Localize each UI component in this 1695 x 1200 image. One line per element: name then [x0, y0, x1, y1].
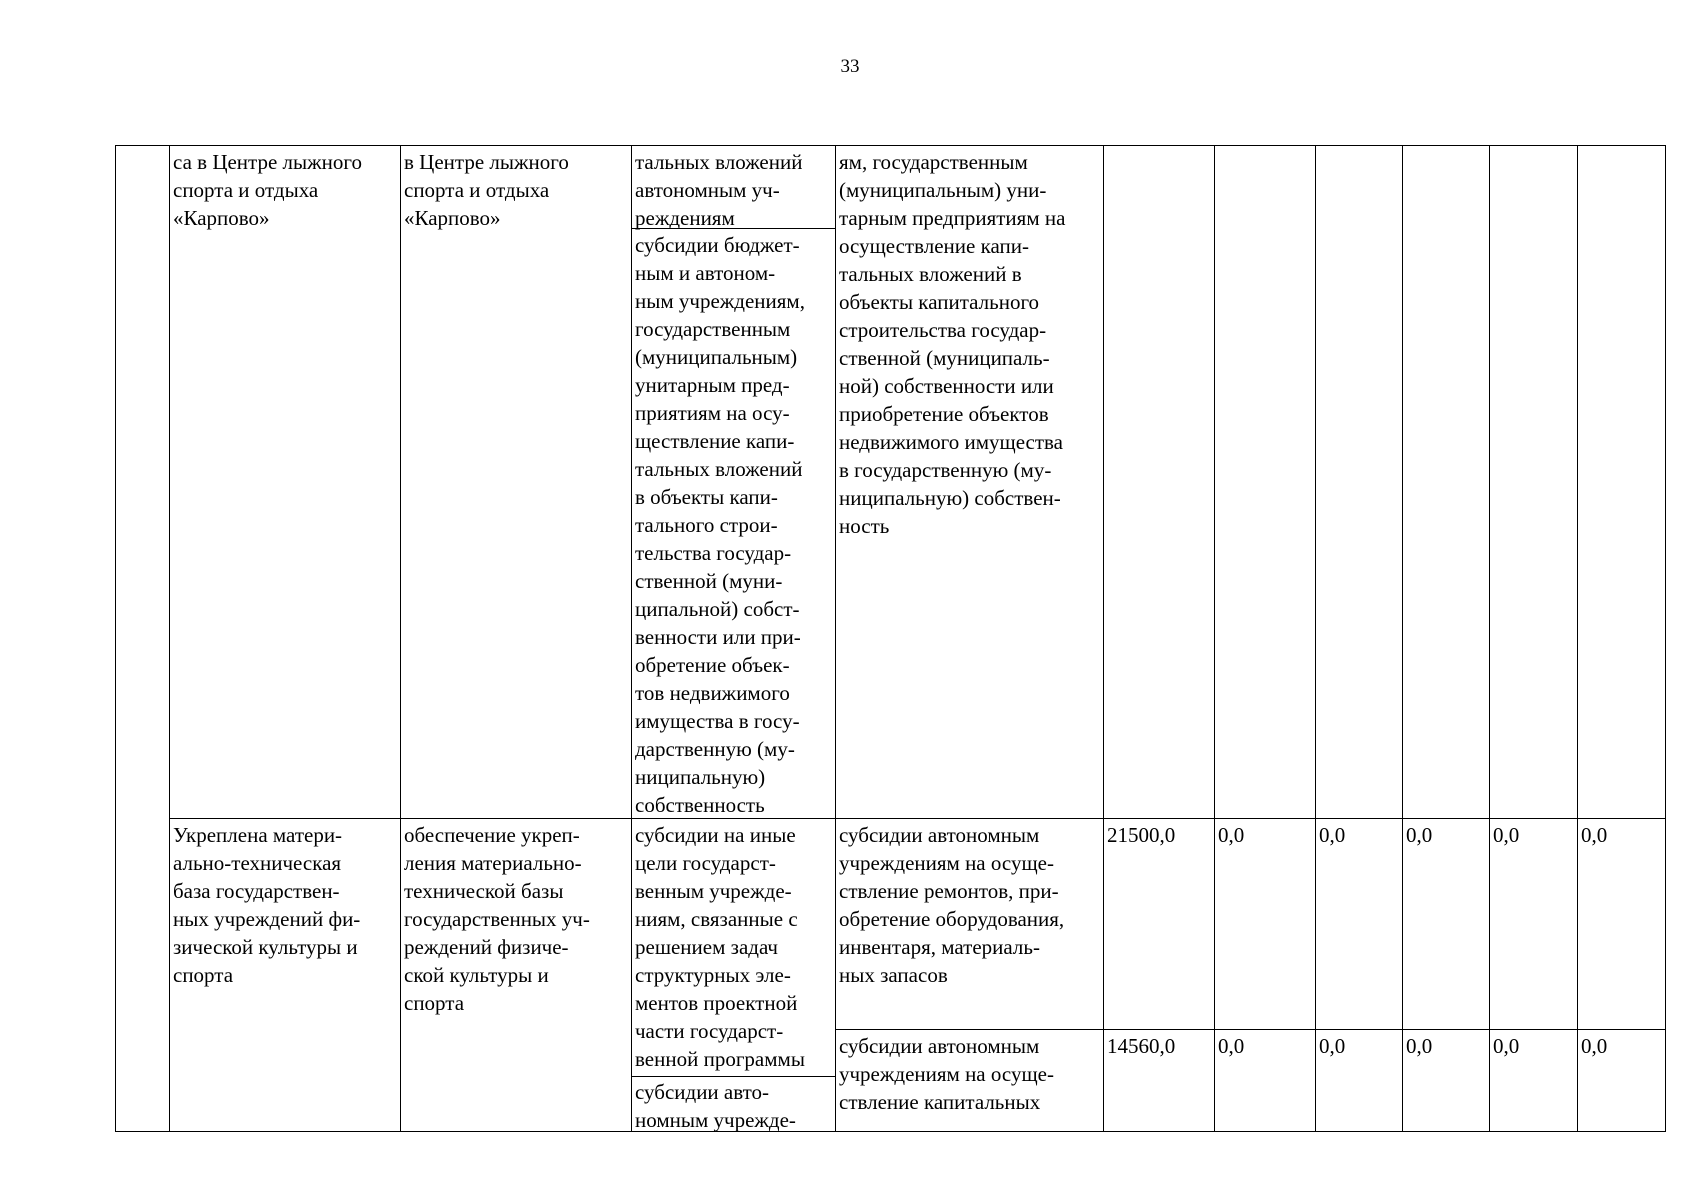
- direction-cell: субсидии бюджет- ным и автоном- ным учреждениям, государственным (муниципальным) унитарным пред- приятиям на осу- ществление капи- тальных вложений в объекты капи- тального строи- тельства государ- ственной (муни- ципальной) собст- венности или при- обретение объек- тов недвижимого имущества в госу- дарственную (му- ниципальную) собственность: [635, 233, 805, 817]
- column-divider: [1402, 145, 1403, 1132]
- table-bottom-border: [115, 1131, 1666, 1132]
- expense-type-cell: субсидии автономным учреждениям на осуще- ствление капитальных: [839, 1034, 1054, 1114]
- value-cell: 0,0: [1319, 823, 1346, 847]
- value-cell: 21500,0: [1107, 823, 1176, 847]
- table-left-border: [115, 145, 116, 1132]
- expense-type-cell: субсидии автономным учреждениям на осуще- ствление ремонтов, при- обретение оборудования, инвентаря, материаль- ных запасов: [839, 823, 1065, 987]
- value-cell: 0,0: [1319, 1034, 1346, 1058]
- column-divider: [1103, 145, 1104, 1132]
- table-right-border: [1665, 145, 1666, 1132]
- value-cell: 0,0: [1406, 1034, 1433, 1058]
- direction-cell: субсидии авто- номным учрежде-: [635, 1080, 796, 1132]
- value-cell: 0,0: [1218, 1034, 1245, 1058]
- value-cell: 0,0: [1581, 823, 1608, 847]
- value-cell: 0,0: [1581, 1034, 1608, 1058]
- direction-cell: тальных вложений автономным уч- реждениям: [635, 150, 803, 230]
- value-cell: 0,0: [1406, 823, 1433, 847]
- row-separator: [169, 818, 1666, 819]
- measure-cell: в Центре лыжного спорта и отдыха «Карпово»: [404, 150, 569, 230]
- value-cell: 0,0: [1493, 823, 1520, 847]
- column-divider: [1315, 145, 1316, 1132]
- result-cell: Укреплена матери- ально-техническая база государствен- ных учреждений фи- зической культуры и спорта: [173, 823, 361, 987]
- table-top-border: [115, 145, 1666, 146]
- cell-divider-subrow: [835, 1029, 1666, 1030]
- column-divider: [1489, 145, 1490, 1132]
- column-divider: [1577, 145, 1578, 1132]
- cell-divider-direction: [631, 1076, 835, 1077]
- value-cell: 0,0: [1218, 823, 1245, 847]
- result-cell: са в Центре лыжного спорта и отдыха «Карпово»: [173, 150, 362, 230]
- expense-type-cell: ям, государственным (муниципальным) уни- тарным предприятиям на осуществление капи- тальных вложений в объекты капитального строительства государ- ственной (муниципаль- ной) собственности или приобретение объектов недвижимого имущества в государственную (му- ниципальную) собствен- ность: [839, 150, 1066, 538]
- value-cell: 14560,0: [1107, 1034, 1176, 1058]
- measure-cell: обеспечение укреп- ления материально- технической базы государственных уч- реждений физиче- ской культуры и спорта: [404, 823, 590, 1015]
- value-cell: 0,0: [1493, 1034, 1520, 1058]
- page-number: 33: [840, 56, 860, 77]
- direction-cell: субсидии на иные цели государст- венным учрежде- ниям, связанные с решением задач структурных эле- ментов проектной части государст- венной программы: [635, 823, 805, 1071]
- column-divider: [1214, 145, 1215, 1132]
